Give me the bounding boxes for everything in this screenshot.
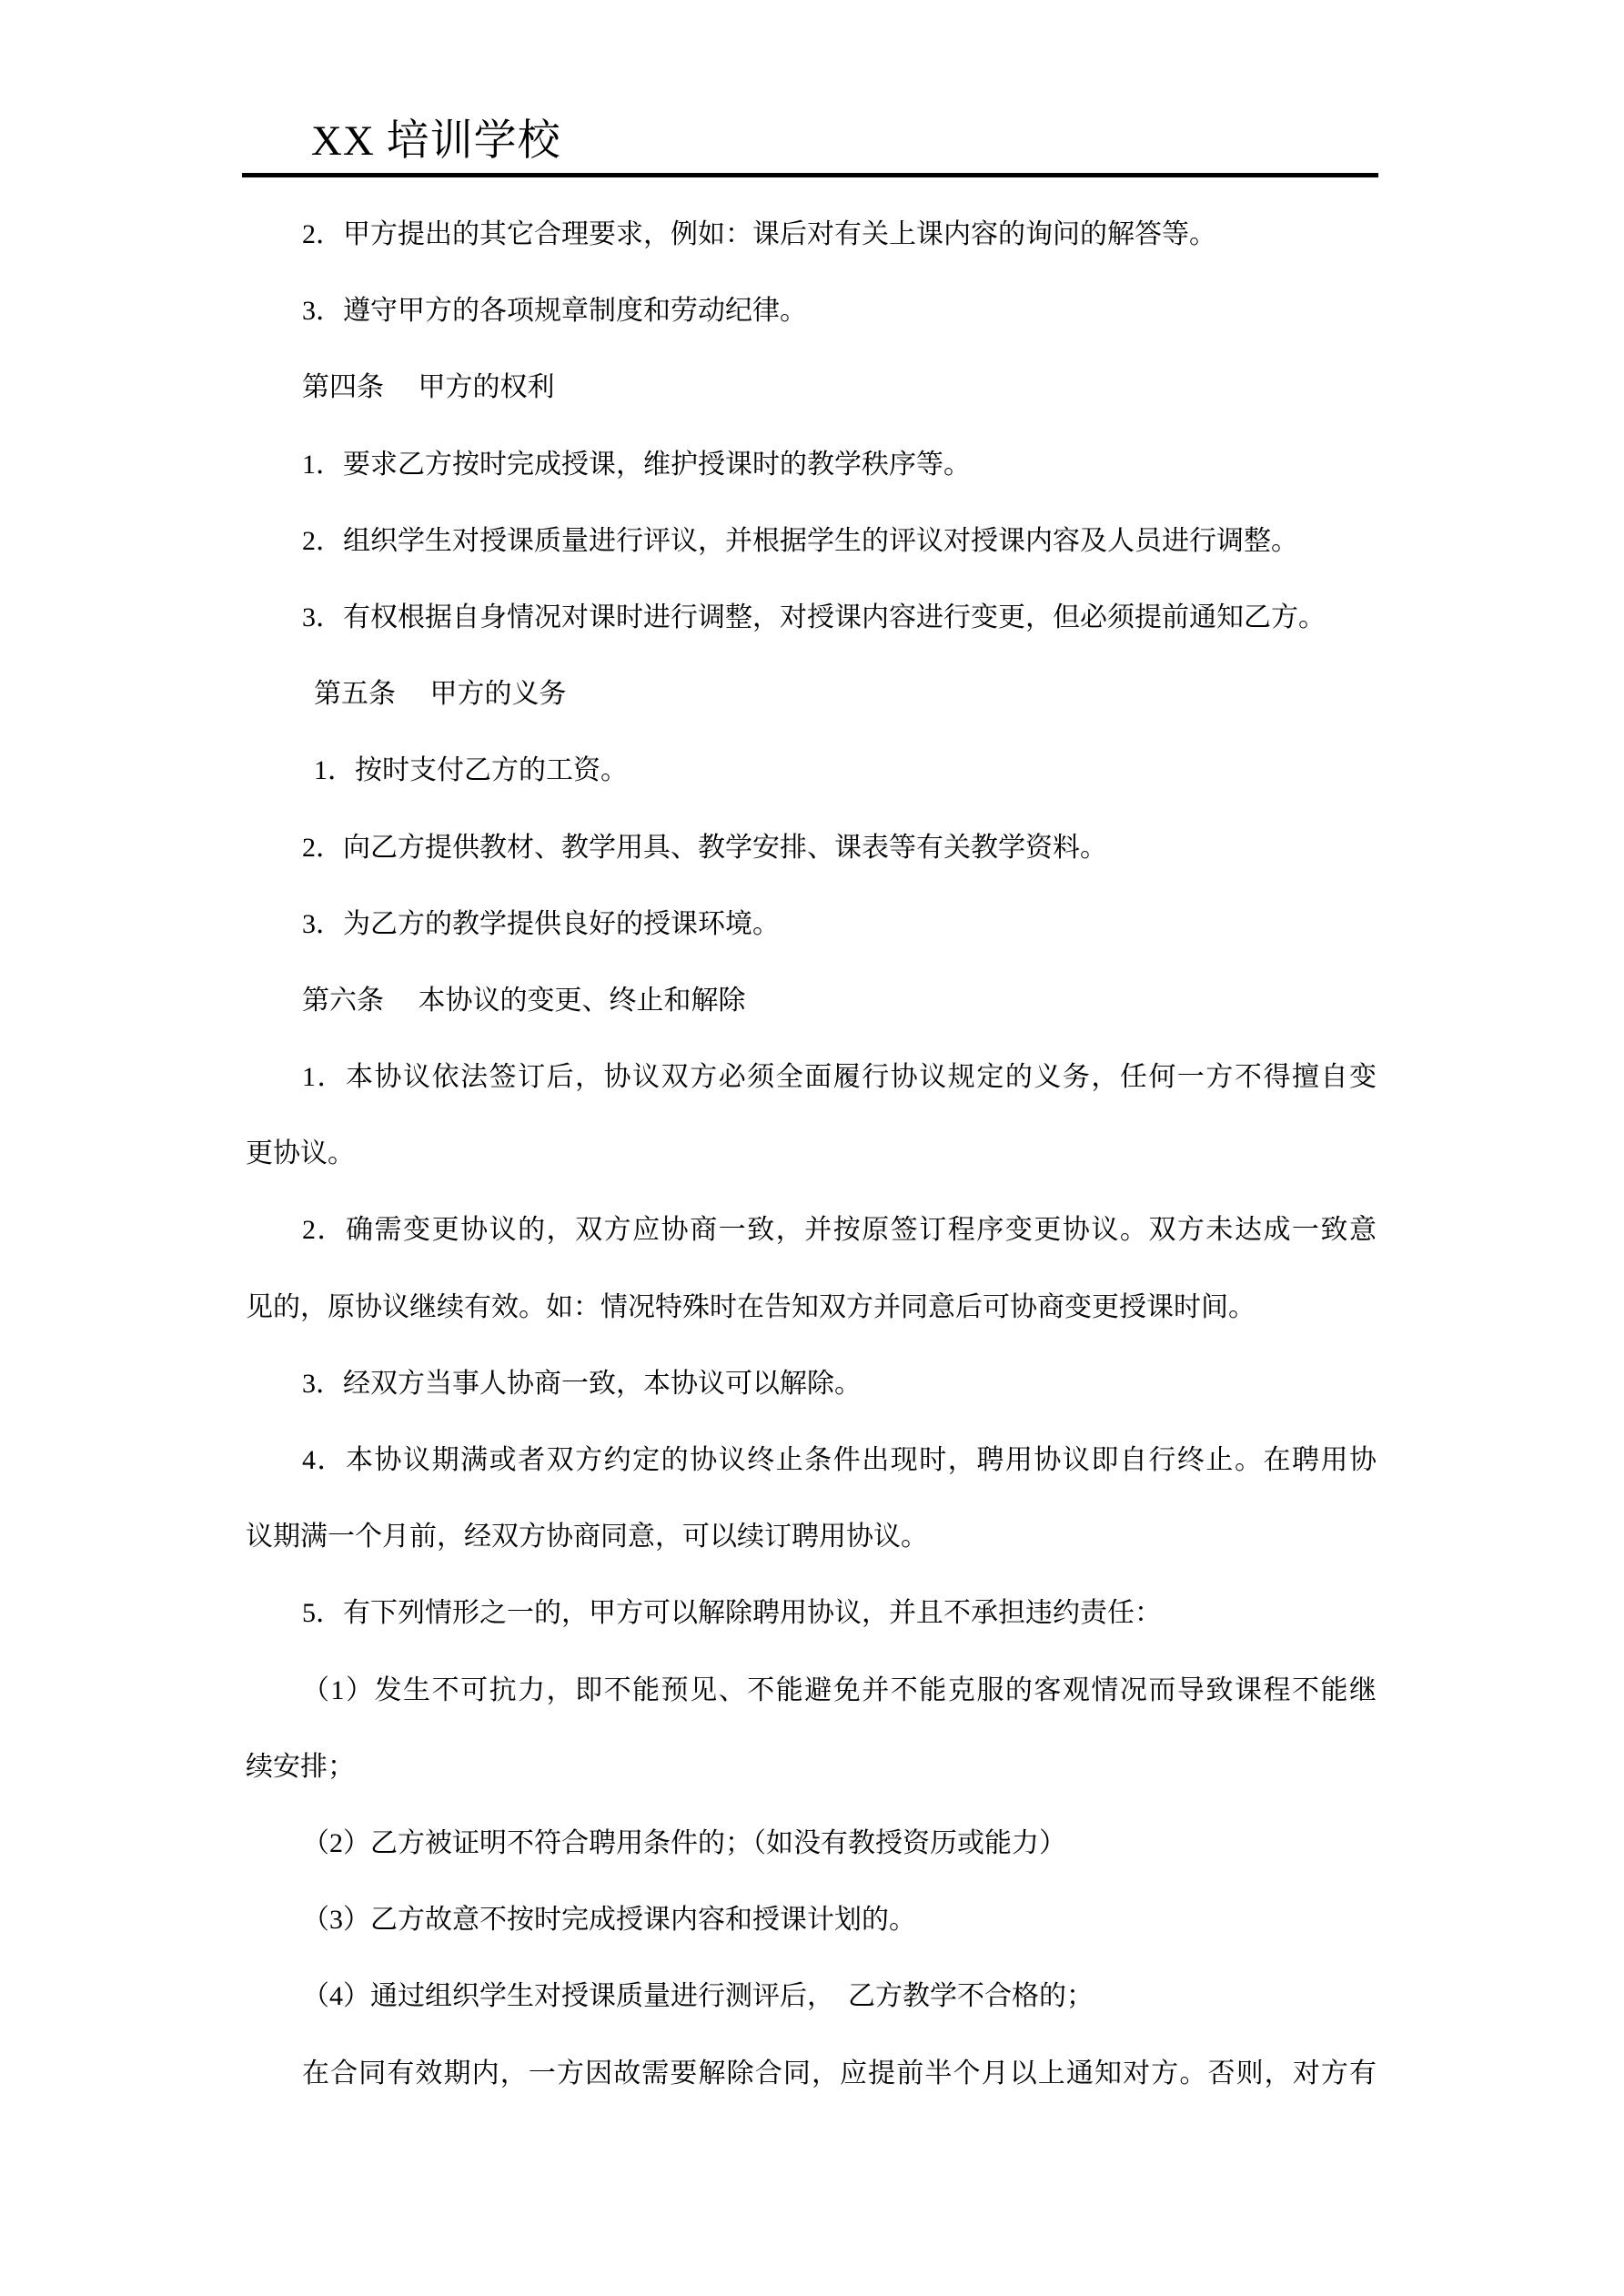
doc-line: 更协议。 (246, 1138, 355, 1169)
doc-line: 2．向乙方提供教材、教学用具、教学安排、课表等有关教学资料。 (302, 832, 1107, 863)
doc-line: 见的，原协议继续有效。如：情况特殊时在告知双方并同意后可协商变更授课时间。 (246, 1291, 1256, 1322)
document-body (246, 197, 1377, 2112)
doc-line: 4．本协议期满或者双方约定的协议终止条件出现时，聘用协议即自行终止。在聘用协 (302, 1445, 1377, 1475)
doc-line: （3）乙方故意不按时完成授课内容和授课计划的。 (302, 1905, 916, 1936)
doc-line: （4）通过组织学生对授课质量进行测评后， 乙方教学不合格的； (302, 1981, 1094, 2012)
doc-line: 1．按时支付乙方的工资。 (314, 755, 628, 786)
doc-line: 2．确需变更协议的，双方应协商一致，并按原签订程序变更协议。双方未达成一致意 (302, 1215, 1377, 1246)
doc-line: （2）乙方被证明不符合聘用条件的；（如没有教授资历或能力） (302, 1827, 1066, 1858)
doc-line: 1．要求乙方按时完成授课，维护授课时的教学秩序等。 (302, 449, 971, 480)
doc-line: 5．有下列情形之一的，甲方可以解除聘用协议，并且不承担违约责任： (302, 1598, 1162, 1629)
doc-line: 续安排； (246, 1751, 355, 1782)
doc-line: 议期满一个月前，经双方协商同意，可以续订聘用协议。 (246, 1522, 928, 1553)
doc-line: 3．经双方当事人协商一致，本协议可以解除。 (302, 1368, 862, 1399)
section-heading-4: 第四条 甲方的权利 (302, 372, 555, 403)
page-header-school-name: XX 培训学校 (311, 117, 561, 165)
doc-line: 2．组织学生对授课质量进行评议，并根据学生的评议对授课内容及人员进行调整。 (302, 525, 1298, 556)
section-heading-6: 第六条 本协议的变更、终止和解除 (302, 985, 746, 1016)
doc-line: 在合同有效期内，一方因故需要解除合同，应提前半个月以上通知对方。否则，对方有 (302, 2058, 1377, 2089)
doc-line: 3．遵守甲方的各项规章制度和劳动纪律。 (302, 296, 807, 327)
doc-line: 2．甲方提出的其它合理要求，例如：课后对有关上课内容的询问的解答等。 (302, 219, 1216, 249)
section-heading-5: 第五条 甲方的义务 (314, 679, 567, 710)
doc-line: （1）发生不可抗力，即不能预见、不能避免并不能克服的客观情况而导致课程不能继 (302, 1674, 1377, 1705)
header-divider-rule (242, 173, 1378, 177)
doc-line: 3．为乙方的教学提供良好的授课环境。 (302, 908, 780, 939)
doc-line: 1．本协议依法签订后，协议双方必须全面履行协议规定的义务，任何一方不得擅自变 (302, 1062, 1377, 1093)
doc-line: 3．有权根据自身情况对课时进行调整，对授课内容进行变更，但必须提前通知乙方。 (302, 602, 1326, 632)
